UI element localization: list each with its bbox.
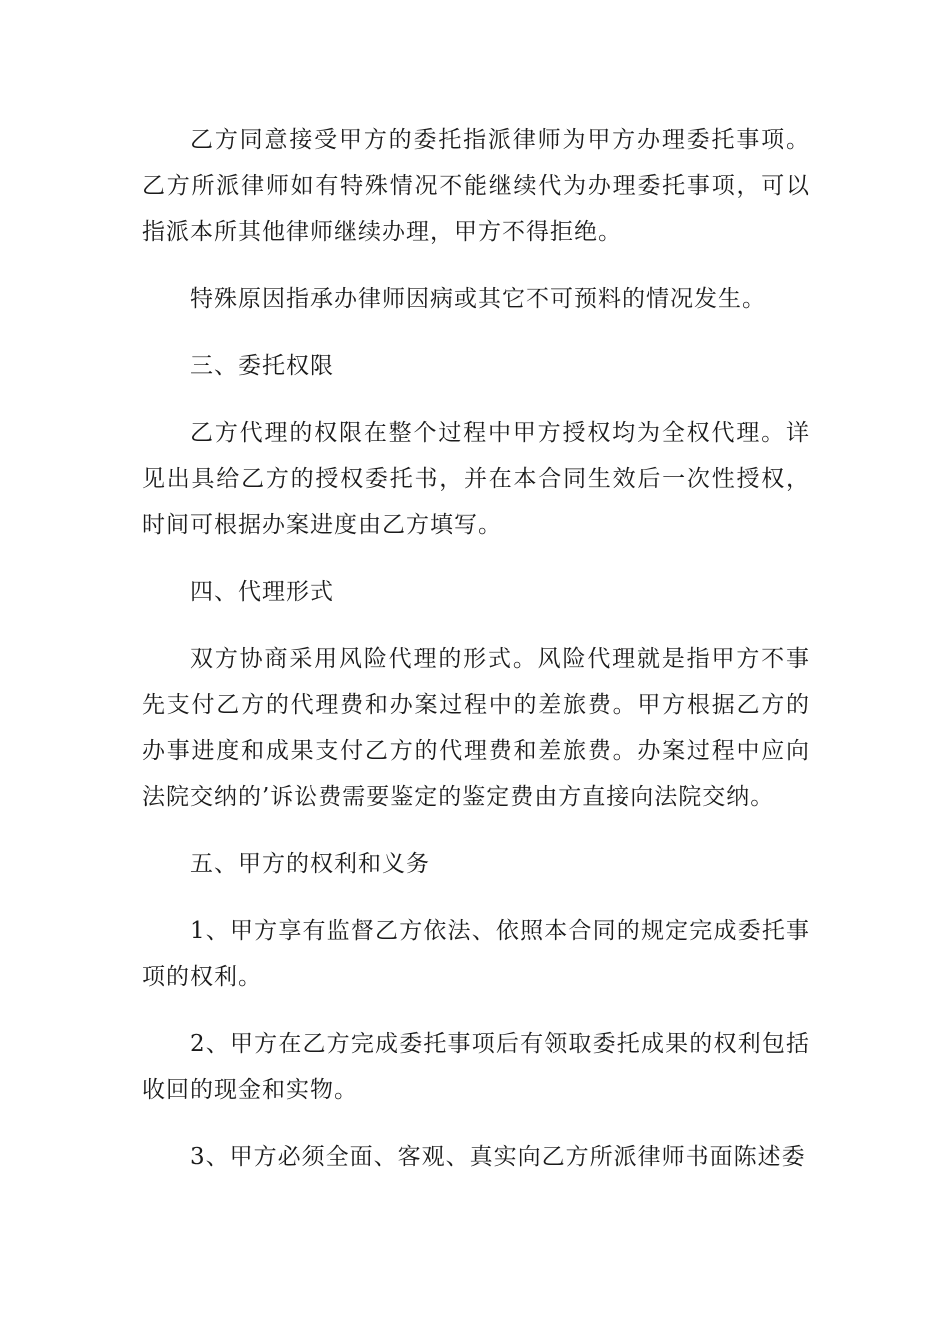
section-heading-authority: 三、委托权限 [190,353,334,379]
section-heading-party-a-rights: 五、甲方的权利和义务 [190,851,430,877]
paragraph-special-reason: 特殊原因指承办律师因病或其它不可预料的情况发生。 [190,286,766,312]
paragraph-right-1: 1、甲方享有监督乙方依法、依照本合同的规定完成委托事项的权利。 [142,918,810,990]
paragraph-right-2: 2、甲方在乙方完成委托事项后有领取委托成果的权利包括收回的现金和实物。 [142,1031,810,1103]
document-body [142,117,810,1201]
paragraph-right-3: 3、甲方必须全面、客观、真实向乙方所派律师书面陈述委 [190,1144,806,1170]
paragraph-authority: 乙方代理的权限在整个过程中甲方授权均为全权代理。详见出具给乙方的授权委托书，并在本合同生效后一次性授权，时间可根据办案进度由乙方填写。 [142,420,810,538]
section-heading-agency-form: 四、代理形式 [190,579,334,605]
paragraph-lawyer-assignment: 乙方同意接受甲方的委托指派律师为甲方办理委托事项。乙方所派律师如有特殊情况不能继续代为办理委托事项，可以指派本所其他律师继续办理，甲方不得拒绝。 [142,127,810,245]
paragraph-agency-form: 双方协商采用风险代理的形式。风险代理就是指甲方不事先支付乙方的代理费和办案过程中的差旅费。甲方根据乙方的办事进度和成果支付乙方的代理费和差旅费。办案过程中应向法院交纳的’诉讼费需要鉴定的鉴定费由方直接向法院交纳。 [142,646,810,810]
